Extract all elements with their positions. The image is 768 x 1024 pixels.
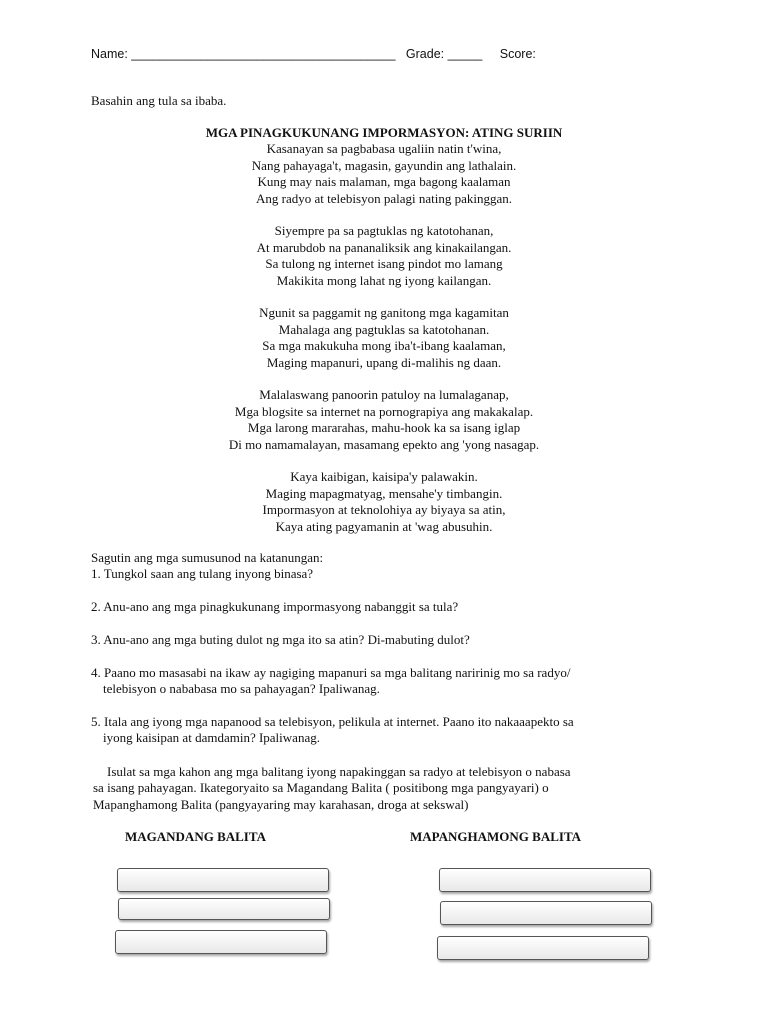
question-text: 4. Paano mo masasabi na ikaw ay nagiging mapanuri sa mga balitang naririnig mo sa radyo/: [91, 664, 571, 680]
question-2: [91, 599, 631, 615]
questions-section: [91, 550, 631, 747]
question-text: 1. Tungkol saan ang tulang inyong binasa?: [91, 566, 314, 582]
question-1: [91, 566, 631, 582]
challenging-news-box-2[interactable]: [440, 901, 652, 925]
question-text: 5. Itala ang iyong mga napanood sa telebisyon, pelikula at internet. Paano ito nakaaapekto sa: [91, 714, 574, 729]
challenging-news-box-1[interactable]: [439, 868, 651, 892]
poem-line: Maging mapanuri, upang di-malihis ng daan.: [266, 354, 502, 370]
poem-line: Malalaswang panoorin patuloy na lumalaganap,: [259, 387, 509, 403]
question-text-continued: iyong kaisipan at damdamin? Ipaliwanag.: [103, 730, 320, 746]
poem-line: Sa tulong ng internet isang pindot mo lamang: [265, 256, 503, 272]
question-text-continued: telebisyon o nababasa mo sa pahayagan? Ipaliwanag.: [103, 681, 380, 697]
poem-line: Kaya ating pagyamanin at 'wag abusuhin.: [275, 518, 493, 534]
poem-stanza-4: [0, 387, 768, 453]
poem-line: Mga larong mararahas, mahu-hook ka sa isang iglap: [247, 420, 521, 436]
questions-heading: Sagutin ang mga sumusunod na katanungan:: [91, 550, 324, 565]
student-info-header: [91, 47, 536, 61]
question-5: [91, 714, 631, 747]
question-text: 2. Anu-ano ang mga pinagkukunang impormasyong nabanggit sa tula?: [91, 599, 459, 615]
poem-stanza-5: [0, 469, 768, 535]
poem-stanza-1: [0, 141, 768, 207]
question-4: [91, 665, 631, 698]
task-line: Mapanghamong Balita (pangyayaring may karahasan, droga at sekswal): [93, 796, 469, 812]
poem-line: Siyempre pa sa pagtuklas ng katotohanan,: [274, 223, 494, 239]
poem-line: Di mo namamalayan, masamang epekto ang 'yong nasagap.: [228, 436, 540, 452]
challenging-news-box-3[interactable]: [437, 936, 649, 960]
good-news-box-3[interactable]: [115, 930, 327, 954]
mapanghamong-balita-heading: MAPANGHAMONG BALITA: [410, 829, 582, 844]
task-line: Isulat sa mga kahon ang mga balitang iyong napakinggan sa radyo at telebisyon o nabasa: [107, 764, 571, 779]
task-instructions: [93, 764, 623, 813]
instruction-text: Basahin ang tula sa ibaba.: [91, 93, 227, 108]
poem-line: Ngunit sa paggamit ng ganitong mga kagamitan: [259, 305, 509, 321]
magandang-balita-heading: MAGANDANG BALITA: [125, 829, 266, 844]
good-news-box-1[interactable]: [117, 868, 329, 892]
poem-stanza-3: [0, 305, 768, 371]
good-news-box-2[interactable]: [118, 898, 330, 920]
poem-line: Makikita mong lahat ng iyong kailangan.: [276, 272, 492, 288]
poem-line: Kasanayan sa pagbabasa ugaliin natin t'wina,: [266, 141, 502, 157]
poem-line: Mahalaga ang pagtuklas sa katotohanan.: [278, 321, 490, 337]
poem-line: Mga blogsite sa internet na pornograpiya ang makakalap.: [234, 403, 534, 419]
score-field-label: Score:: [499, 47, 536, 61]
poem-title: MGA PINAGKUKUNANG IMPORMASYON: ATING SURIIN: [205, 125, 563, 140]
poem-line: At marubdob na pananaliksik ang kinakailangan.: [256, 239, 512, 255]
question-3: [91, 632, 631, 648]
poem-line: Impormasyon at teknolohiya ay biyaya sa atin,: [262, 502, 506, 518]
question-text: 3. Anu-ano ang mga buting dulot ng mga ito sa atin? Di-mabuting dulot?: [91, 632, 470, 647]
task-line: sa isang pahayagan. Ikategoryaito sa Magandang Balita ( positibong mga pangyayari) o: [93, 780, 549, 796]
poem-line: Maging mapagmatyag, mensahe'y timbangin.: [265, 485, 503, 501]
grade-field-label: Grade: _____: [405, 47, 483, 61]
poem-line: Kung may nais malaman, mga bagong kaalaman: [257, 174, 511, 190]
poem-line: Sa mga makukuha mong iba't-ibang kaalaman,: [262, 338, 506, 354]
poem-line: Ang radyo at telebisyon palagi nating pakinggan.: [256, 190, 512, 206]
poem-line: Kaya kaibigan, kaisipa'y palawakin.: [290, 469, 478, 485]
poem-line: Nang pahayaga't, magasin, gayundin ang lathalain.: [251, 157, 517, 173]
poem-stanza-2: [0, 223, 768, 289]
name-field-label: Name: ______________________________________: [91, 47, 396, 61]
poem: [0, 125, 768, 551]
